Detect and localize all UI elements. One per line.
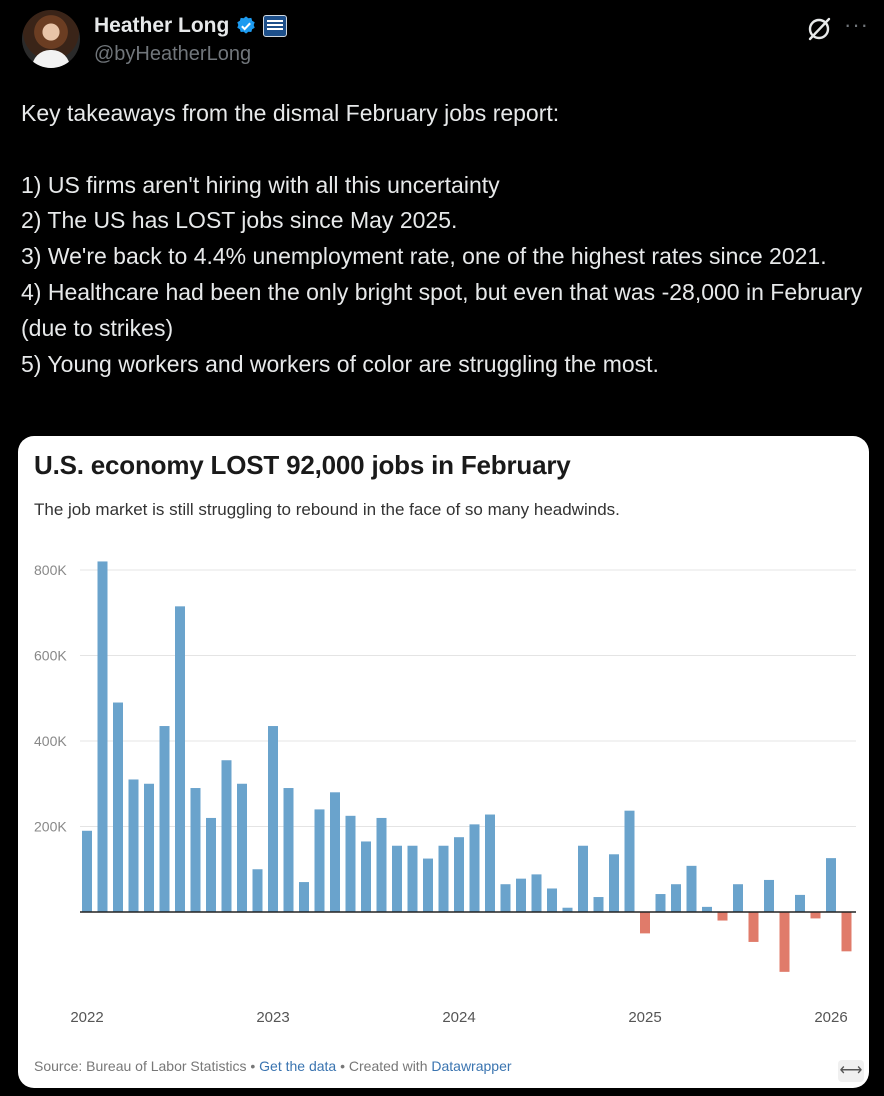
chart-subtitle: The job market is still struggling to rebound in the face of so many headwinds. xyxy=(34,500,620,519)
chart-bar xyxy=(330,792,340,912)
chart-bar xyxy=(501,884,511,912)
verified-badge-icon[interactable] xyxy=(235,15,257,37)
y-tick-label: 800K xyxy=(34,562,67,578)
chart-bar xyxy=(423,859,433,912)
y-tick-label: 200K xyxy=(34,818,67,835)
author-name[interactable]: Heather Long xyxy=(94,14,230,37)
chart-source xyxy=(34,1058,512,1074)
chart-bar xyxy=(175,606,185,912)
chart-bar xyxy=(253,869,263,912)
chart-bar xyxy=(439,846,449,912)
chart-bar xyxy=(594,897,604,912)
chart-bar xyxy=(222,760,232,912)
y-tick-label: 400K xyxy=(34,733,67,749)
chart-bar xyxy=(718,912,728,921)
more-options-icon[interactable]: ··· xyxy=(844,12,869,37)
chart-bar xyxy=(640,912,650,933)
organization-badge-icon[interactable] xyxy=(263,15,287,37)
chart-bar xyxy=(237,784,247,912)
x-tick-label: 2022 xyxy=(70,1009,104,1026)
bar-chart xyxy=(18,546,869,1026)
chart-bar xyxy=(795,895,805,912)
get-data-link[interactable]: Get the data xyxy=(259,1058,337,1074)
chart-bar xyxy=(702,907,712,912)
chart-bar xyxy=(764,880,774,912)
chart-title: U.S. economy LOST 92,000 jobs in February xyxy=(34,450,571,480)
chart-bar xyxy=(780,912,790,972)
chart-bar xyxy=(392,846,402,912)
chart-bar xyxy=(625,811,635,912)
x-tick-label: 2025 xyxy=(628,1009,662,1026)
chart-bar xyxy=(408,846,418,912)
chart-bar xyxy=(609,854,619,912)
chart-bar xyxy=(284,788,294,912)
chart-bar xyxy=(129,779,139,912)
chart-bar xyxy=(811,912,821,918)
x-tick-label: 2024 xyxy=(442,1009,476,1026)
chart-bar xyxy=(485,815,495,912)
chart-bar xyxy=(191,788,201,912)
author-name-row xyxy=(94,14,287,38)
chart-bar xyxy=(578,846,588,912)
datawrapper-link[interactable]: Datawrapper xyxy=(431,1058,512,1074)
chart-bar xyxy=(144,784,154,912)
chart-bar xyxy=(470,824,480,912)
chart-bar xyxy=(749,912,759,942)
x-tick-label: 2026 xyxy=(814,1009,848,1026)
y-tick-label: 600K xyxy=(34,647,67,664)
chart-bar xyxy=(361,841,371,912)
chart-bar xyxy=(687,866,697,912)
chart-card[interactable] xyxy=(18,436,869,1088)
tweet-text: Key takeaways from the dismal February jobs report: 1) US firms aren't hiring with all this uncertainty 2) The US has LOST jobs since May 2025. 3) We're back to 4.4% unemployment rate, one of the highest rates since 2021. 4) Healthcare had been the only bright spot, but even that was -28,000 in February (due to strikes) 5) Young workers and workers of color are struggling the most. xyxy=(21,100,863,377)
source-text: Source: Bureau of Labor Statistics • xyxy=(34,1058,260,1074)
chart-bar xyxy=(532,874,542,912)
chart-bar xyxy=(206,818,216,912)
chart-bar xyxy=(671,884,681,912)
chart-bar xyxy=(516,879,526,912)
chart-bar xyxy=(113,703,123,912)
chart-bar xyxy=(733,884,743,912)
chart-bar xyxy=(656,894,666,912)
x-tick-label: 2023 xyxy=(256,1009,290,1026)
chart-bar xyxy=(547,888,557,912)
chart-bar xyxy=(268,726,278,912)
chart-bar xyxy=(299,882,309,912)
chart-bar xyxy=(842,912,852,951)
tweet-header xyxy=(22,10,872,72)
chart-bar xyxy=(315,809,325,912)
chart-bar xyxy=(826,858,836,912)
avatar[interactable] xyxy=(22,10,80,68)
chart-bar xyxy=(454,837,464,912)
chart-bar xyxy=(346,816,356,912)
chart-bar xyxy=(377,818,387,912)
chart-bar xyxy=(160,726,170,912)
created-with-text: • Created with xyxy=(336,1058,432,1074)
grok-icon[interactable] xyxy=(806,16,832,42)
expand-icon[interactable]: ⟷ xyxy=(838,1060,864,1082)
chart-bar xyxy=(98,561,108,912)
author-handle[interactable]: @byHeatherLong xyxy=(94,43,252,65)
chart-bar xyxy=(82,831,92,912)
